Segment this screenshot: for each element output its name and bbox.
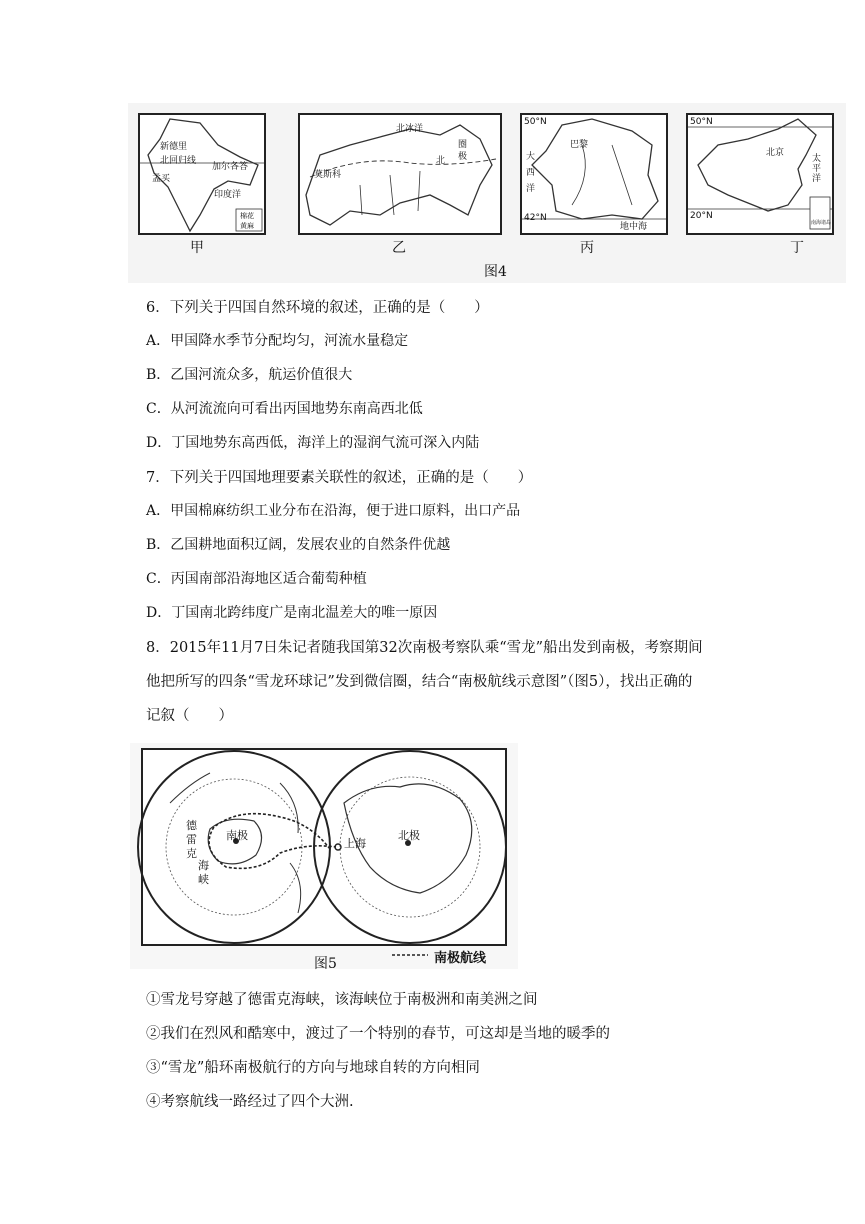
map-jia <box>138 113 266 235</box>
figure-5-caption: 图5 <box>314 956 337 972</box>
map-text: 北冰洋 <box>396 124 424 134</box>
map-text: 极 <box>458 152 468 162</box>
map-text: 南海诸岛 <box>811 220 832 226</box>
q7-option-b: B．乙国耕地面积辽阔，发展农业的自然条件优越 <box>146 537 451 553</box>
map-label-ding: 丁 <box>790 240 804 256</box>
q6-option-c: C．从河流流向可看出丙国地势东南高西北低 <box>146 401 423 417</box>
q7-stem: 7．下列关于四国地理要素关联性的叙述，正确的是（ ） <box>146 470 533 486</box>
q8-line-3: 记叙（ ） <box>146 708 233 724</box>
map-text: 棉花 <box>240 212 254 220</box>
q7-option-a: A．甲国棉麻纺织工业分布在沿海，便于进口原料，出口产品 <box>146 503 521 519</box>
map-yi <box>298 113 502 235</box>
statement-2: ②我们在烈风和酷寒中，渡过了一个特别的春节，可这却是当地的暖季的 <box>146 1026 610 1042</box>
q6-option-a: A．甲国降水季节分配均匀，河流水量稳定 <box>146 333 409 349</box>
q8-line-2: 他把所写的四条“雪龙环球记”发到微信圈，结合“南极航线示意图”（图5），找出正确的 <box>146 674 693 690</box>
map-text: 莫斯科 <box>314 170 342 180</box>
q7-option-d: D．丁国南北跨纬度广是南北温差大的唯一原因 <box>146 605 438 621</box>
fig5-label: 上海 <box>344 837 366 850</box>
map-text: 北回归线 <box>160 156 197 166</box>
map-text: 黄麻 <box>240 222 254 230</box>
map-text: 大 <box>526 152 536 162</box>
q6-option-d: D．丁国地势东高西低，海洋上的湿润气流可深入内陆 <box>146 435 480 451</box>
map-text: 加尔各答 <box>212 162 249 172</box>
map-text: 印度洋 <box>214 190 242 200</box>
map-text: 圈 <box>458 140 468 150</box>
map-text: 新德里 <box>160 142 188 152</box>
map-text: 北京 <box>766 148 785 158</box>
map-label-yi: 乙 <box>392 240 406 256</box>
map-text: 北 <box>436 156 446 166</box>
map-text: 平 <box>812 164 822 174</box>
fig5-label: 雷 <box>186 833 197 846</box>
map-text: 孟买 <box>152 174 171 184</box>
fig5-label: 克 <box>186 847 197 860</box>
map-text: 洋 <box>526 184 536 194</box>
map-text: 西 <box>526 168 536 178</box>
map-text: 洋 <box>812 174 822 184</box>
figure-5 <box>130 743 518 972</box>
map-text: 巴黎 <box>570 140 589 150</box>
map-ding <box>686 113 834 235</box>
fig5-label: 南极 <box>226 829 248 842</box>
statement-3: ③“雪龙”船环南极航行的方向与地球自转的方向相同 <box>146 1060 480 1076</box>
map-text: 50°N <box>690 117 713 127</box>
fig5-label: 峡 <box>198 873 209 886</box>
q6-stem: 6．下列关于四国自然环境的叙述，正确的是（ ） <box>146 300 489 316</box>
map-label-jia: 甲 <box>190 240 204 256</box>
fig5-label: 德 <box>186 819 197 832</box>
map-bing <box>520 113 668 235</box>
fig5-legend: 南极航线 <box>434 951 487 966</box>
statement-4: ④考察航线一路经过了四个大洲. <box>146 1094 354 1110</box>
map-text: 20°N <box>690 211 713 221</box>
map-text: 42°N <box>524 213 547 223</box>
map-text: 地中海 <box>620 222 648 232</box>
statement-1: ①雪龙号穿越了德雷克海峡，该海峡位于南极洲和南美洲之间 <box>146 992 538 1008</box>
q6-option-b: B．乙国河流众多，航运价值很大 <box>146 367 353 383</box>
q7-option-c: C．丙国南部沿海地区适合葡萄种植 <box>146 571 367 587</box>
q8-line-1: 8．2015年11月7日朱记者随我国第32次南极考察队乘“雪龙”船出发到南极，考察期间 <box>146 640 703 656</box>
figure-4 <box>128 103 846 283</box>
map-label-bing: 丙 <box>580 240 594 256</box>
fig5-label: 海 <box>198 859 209 872</box>
fig5-label: 北极 <box>398 829 420 842</box>
map-text: 50°N <box>524 117 547 127</box>
map-text: 太 <box>812 154 822 164</box>
figure-4-caption: 图4 <box>484 264 507 280</box>
